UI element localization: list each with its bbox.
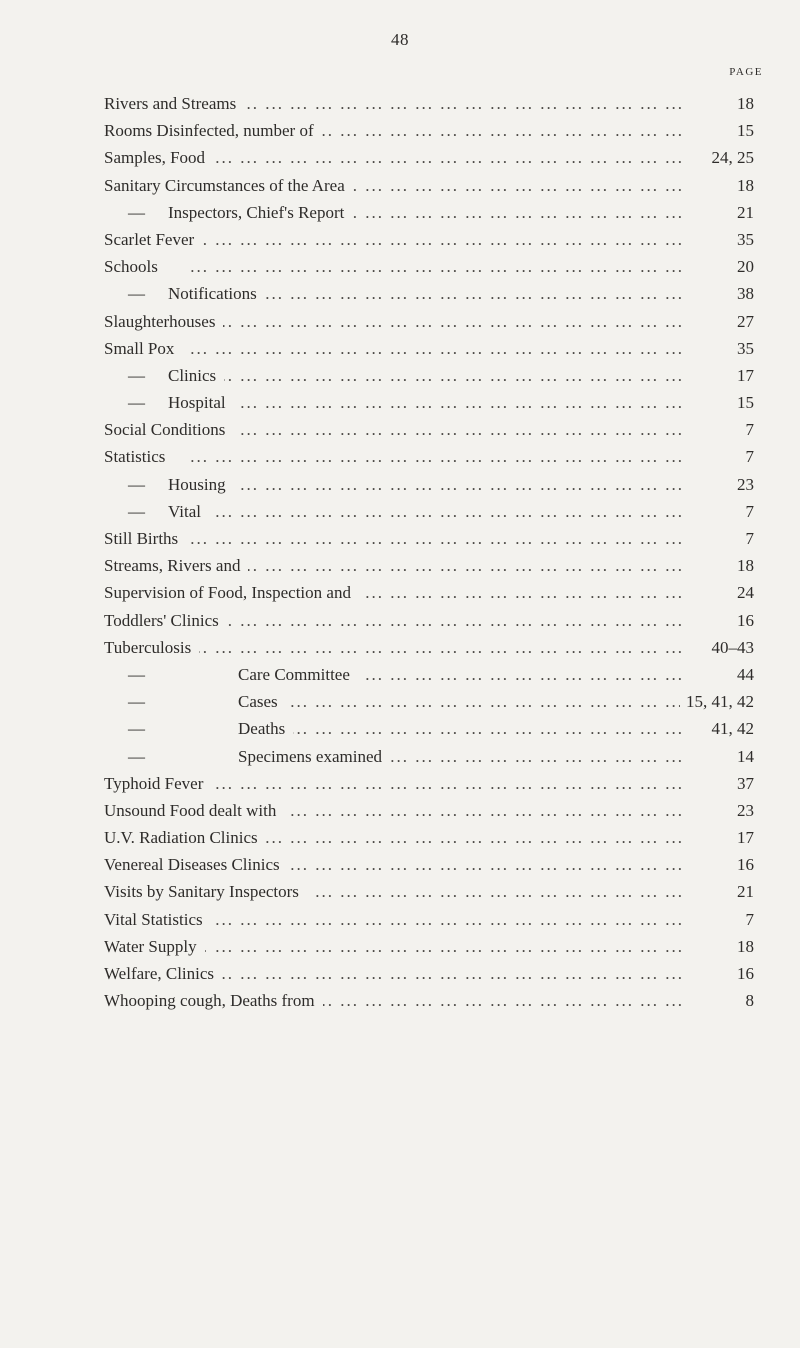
index-entry-text: Typhoid Fever	[104, 773, 204, 793]
index-entry	[104, 308, 754, 335]
index-entry-text: Unsound Food dealt with	[104, 800, 277, 820]
index-entry	[104, 878, 754, 905]
index-entry	[104, 933, 754, 960]
index-entry-label	[128, 362, 224, 389]
index-entry-pages: 15	[731, 389, 754, 416]
index-entry-text: Notifications	[168, 284, 257, 304]
sub-entry-dash: —	[128, 284, 145, 304]
index-entry	[104, 525, 754, 552]
index-entry	[104, 634, 754, 661]
index-entry-label	[104, 253, 166, 280]
index-entry-text: Rooms Disinfected, number of	[104, 121, 314, 141]
index-entry	[104, 797, 754, 824]
index-entry-pages: 24	[731, 579, 754, 606]
index-entry-text: Cases	[238, 692, 278, 712]
index-entry-label	[104, 552, 248, 579]
index-entry-text: Sanitary Circumstances of the Area	[104, 175, 345, 195]
index-entry-label	[104, 226, 202, 253]
index-entry-pages: 35	[731, 335, 754, 362]
index-entry	[104, 661, 754, 688]
index-entry-label	[104, 797, 284, 824]
index-entry	[104, 117, 754, 144]
index-entry-text: Deaths	[238, 719, 286, 739]
sub-entry-dash: —	[128, 746, 145, 766]
index-entry	[104, 90, 754, 117]
index-entry-text: Whooping cough, Deaths from	[104, 991, 315, 1011]
index-entry-text: Housing	[168, 474, 226, 494]
index-entry-pages: 16	[731, 960, 754, 987]
index-entry-pages: 18	[731, 552, 754, 579]
index-entry-pages: 37	[731, 770, 754, 797]
index-entry-pages: 16	[731, 851, 754, 878]
page-column-header: PAGE	[729, 66, 763, 78]
index-entry	[104, 579, 754, 606]
index-entry-text: Venereal Diseases Clinics	[104, 855, 280, 875]
index-entry-pages: 17	[731, 824, 754, 851]
index-entry-label	[104, 144, 213, 171]
page-number: 48	[391, 30, 409, 49]
index-entry-pages: 7	[740, 498, 755, 525]
index-entry-label	[104, 634, 199, 661]
index-entry-pages: 15, 41, 42	[680, 688, 754, 715]
index-entry-pages: 35	[731, 226, 754, 253]
index-entry	[104, 362, 754, 389]
index-entry-pages: 38	[731, 280, 754, 307]
index-entry	[104, 824, 754, 851]
index-entry-pages: 23	[731, 797, 754, 824]
index-entry-pages: 24, 25	[706, 144, 755, 171]
index-entry	[104, 443, 754, 470]
index-entry	[104, 335, 754, 362]
index-entry-label	[104, 960, 222, 987]
index-entry-text: Social Conditions	[104, 420, 226, 440]
index-entry	[104, 607, 754, 634]
index-entry-pages: 18	[731, 90, 754, 117]
index-entry	[104, 498, 754, 525]
index-entry	[104, 906, 754, 933]
index-entry-text: Vital Statistics	[104, 909, 203, 929]
index-entry-label	[104, 824, 266, 851]
index-entry-pages: 15	[731, 117, 754, 144]
index-entry-label	[128, 715, 293, 742]
index-entry-pages: 20	[731, 253, 754, 280]
index-entry-label	[128, 389, 234, 416]
index-entry	[104, 715, 754, 742]
index-entry-pages: 44	[731, 661, 754, 688]
index-entry-label	[104, 851, 288, 878]
sub-entry-dash: —	[128, 393, 145, 413]
index-entry-pages: 17	[731, 362, 754, 389]
index-entry	[104, 416, 754, 443]
index-entry-label	[104, 416, 233, 443]
index-entry-pages: 7	[740, 906, 755, 933]
index-entry-text: Streams, Rivers and	[104, 556, 241, 576]
index-entry-label	[104, 906, 211, 933]
index-entry-pages: 16	[731, 607, 754, 634]
index-entry-text: Vital	[168, 501, 201, 521]
index-entry-text: Statistics	[104, 447, 166, 467]
index-entry-label	[128, 280, 265, 307]
index-entry-text: Clinics	[168, 365, 217, 385]
index-entry	[104, 471, 754, 498]
index-entry-pages: 40–43	[706, 634, 755, 661]
index-entry-text: Inspectors, Chief's Report	[168, 202, 345, 222]
index-entry-label	[104, 607, 227, 634]
index-entry-label	[104, 172, 353, 199]
index-entry	[104, 552, 754, 579]
index-entry	[104, 960, 754, 987]
index-entry-text: Small Pox	[104, 338, 175, 358]
index-entry	[104, 688, 754, 715]
index-entry	[104, 389, 754, 416]
index-entry-label	[128, 471, 234, 498]
index-entry-pages: 21	[731, 878, 754, 905]
index-entry-text: Care Committee	[238, 664, 350, 684]
index-entry-label	[104, 117, 322, 144]
sub-entry-dash: —	[128, 365, 145, 385]
index-entry	[104, 199, 754, 226]
sub-entry-dash: —	[128, 501, 145, 521]
sub-entry-dash: —	[128, 664, 145, 684]
sub-entry-dash: —	[128, 719, 145, 739]
index-entry-text: Hospital	[168, 393, 226, 413]
index-entry	[104, 851, 754, 878]
index-entry	[104, 280, 754, 307]
index-entry-text: Welfare, Clinics	[104, 964, 215, 983]
sub-entry-dash: —	[128, 692, 145, 712]
index-entry	[104, 226, 754, 253]
index-list	[104, 90, 754, 1014]
index-entry-text: U.V. Radiation Clinics	[104, 828, 258, 848]
index-entry-label	[104, 987, 323, 1014]
index-entry	[104, 253, 754, 280]
index-entry-text: Schools	[104, 257, 158, 277]
index-entry-label	[128, 498, 209, 525]
index-entry-label	[104, 90, 244, 117]
index-entry-text: Supervision of Food, Inspection and	[104, 583, 351, 603]
index-entry-pages: 21	[731, 199, 754, 226]
index-entry-text: Water Supply	[104, 936, 197, 956]
index-entry-text: Tuberculosis	[104, 637, 192, 657]
index-entry-text: Toddlers' Clinics	[104, 610, 219, 630]
sub-entry-dash: —	[128, 202, 145, 222]
index-entry-pages: 27	[731, 308, 754, 335]
index-entry-text: Visits by Sanitary Inspectors	[104, 882, 299, 902]
index-entry	[104, 743, 754, 770]
index-entry-label	[128, 661, 358, 688]
index-entry-label	[104, 443, 173, 470]
index-entry-text: Samples, Food	[104, 148, 206, 168]
dot-leader	[104, 443, 684, 470]
index-entry-label	[104, 335, 182, 362]
index-entry-text: Slaughterhouses	[104, 311, 216, 331]
index-entry	[104, 987, 754, 1014]
dot-leader	[104, 253, 684, 280]
sub-entry-dash: —	[128, 474, 145, 494]
index-entry-label	[104, 933, 205, 960]
index-entry-text: Scarlet Fever	[104, 229, 195, 249]
index-entry-text: Specimens examined	[238, 746, 382, 766]
dot-leader	[104, 335, 684, 362]
index-entry-pages: 23	[731, 471, 754, 498]
dot-leader	[104, 525, 684, 552]
index-entry-pages: 41, 42	[706, 715, 755, 742]
index-entry-label	[128, 688, 286, 715]
index-entry-label	[128, 199, 352, 226]
index-entry-label	[128, 743, 390, 770]
index-entry	[104, 144, 754, 171]
index-entry-label	[104, 770, 211, 797]
index-entry-label	[104, 579, 359, 606]
index-entry-pages: 8	[740, 987, 755, 1014]
index-entry-pages: 7	[740, 525, 755, 552]
index-entry-label	[104, 878, 307, 905]
index-entry	[104, 770, 754, 797]
index-entry	[104, 172, 754, 199]
index-entry-label	[104, 525, 186, 552]
index-entry-pages: 14	[731, 743, 754, 770]
index-entry-text: Rivers and Streams	[104, 94, 237, 113]
index-entry-text: Still Births	[104, 529, 179, 548]
index-entry-label	[104, 308, 223, 335]
index-entry-pages: 7	[740, 416, 755, 443]
index-entry-pages: 7	[740, 443, 755, 470]
index-entry-pages: 18	[731, 172, 754, 199]
index-entry-pages: 18	[731, 933, 754, 960]
